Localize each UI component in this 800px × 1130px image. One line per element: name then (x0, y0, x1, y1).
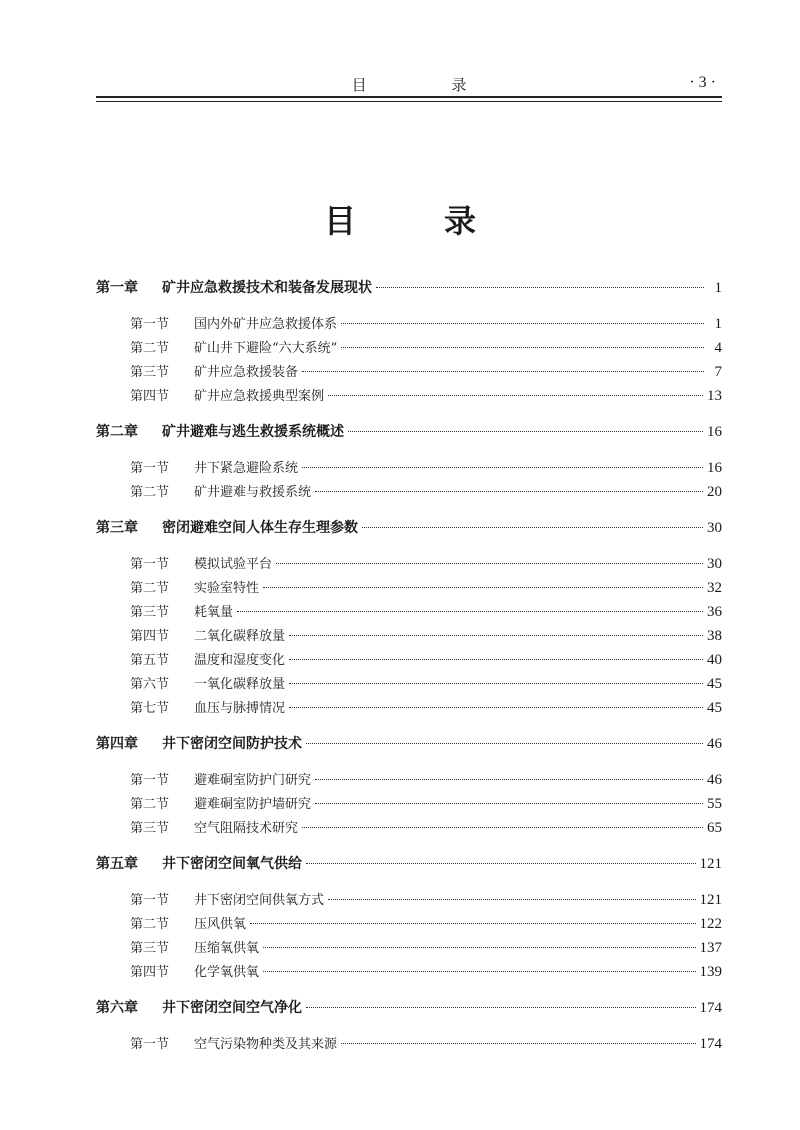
toc-section-entry (96, 552, 722, 576)
toc-section-entry-page: 139 (699, 964, 722, 980)
toc-chapter-entry-number: 第一章 (96, 280, 138, 296)
toc-section-entry-title: 空气阻隔技术研究 (194, 821, 299, 836)
toc-section-entry-number: 第一节 (130, 461, 170, 476)
dot-leader (341, 323, 704, 324)
toc-section-entry-number: 第七节 (130, 701, 170, 716)
dot-leader (315, 779, 703, 780)
toc-section-entry-page: 121 (699, 892, 722, 908)
toc-chapter-entry (96, 276, 722, 300)
dot-leader (289, 683, 703, 684)
toc-section-entry-number: 第四节 (130, 629, 170, 644)
dot-leader (362, 527, 703, 528)
dot-leader (348, 431, 703, 432)
toc-section-entry-page: 36 (707, 604, 722, 620)
toc-section-entry (96, 768, 722, 792)
toc-section-entry (96, 672, 722, 696)
toc-section-entry-number: 第四节 (130, 389, 170, 404)
toc-section-entry (96, 912, 722, 936)
toc-chapter-entry-number: 第六章 (96, 1000, 138, 1016)
toc-chapter-entry-page: 16 (707, 424, 722, 440)
toc-section-entry-title: 耗氧量 (194, 605, 234, 620)
toc-section-entry-page: 40 (707, 652, 722, 668)
toc-section-entry (96, 1032, 722, 1056)
toc-section-entry-title: 温度和湿度变化 (194, 653, 286, 668)
toc-section-entry-number: 第二节 (130, 797, 170, 812)
toc-section-entry-page: 122 (699, 916, 722, 932)
toc-chapter-entry-title: 井下密闭空间防护技术 (162, 736, 302, 752)
toc-section-entry (96, 360, 722, 384)
toc-section-entry-title: 避难硐室防护门研究 (194, 773, 312, 788)
toc-section-entry-number: 第四节 (130, 965, 170, 980)
dot-leader (341, 1043, 695, 1044)
dot-leader (306, 743, 703, 744)
toc-section-entry (96, 384, 722, 408)
toc-section-entry-number: 第二节 (130, 341, 170, 356)
toc-section-entry-number: 第二节 (130, 485, 170, 500)
toc-section-entry (96, 312, 722, 336)
toc-section-entry-number: 第三节 (130, 365, 170, 380)
toc-section-entry-page: 13 (707, 388, 722, 404)
header-rule-thick (96, 96, 722, 98)
toc-section-entry-title: 模拟试验平台 (194, 557, 273, 572)
dot-leader (341, 347, 704, 348)
toc-section-entry-number: 第一节 (130, 1037, 170, 1052)
toc-section-entry-page: 16 (707, 460, 722, 476)
toc-section-entry-number: 第一节 (130, 893, 170, 908)
toc-section-entry (96, 816, 722, 840)
toc-section-entry-page: 55 (707, 796, 722, 812)
dot-leader (328, 899, 695, 900)
toc-section-entry-title: 井下紧急避险系统 (194, 461, 299, 476)
toc-section-entry-page: 174 (699, 1036, 722, 1052)
toc-section-entry (96, 792, 722, 816)
toc-chapter-entry-number: 第三章 (96, 520, 138, 536)
toc-chapter-entry-number: 第二章 (96, 424, 138, 440)
toc-section-entry-page: 45 (707, 676, 722, 692)
toc-section-entry-title: 国内外矿井应急救援体系 (194, 317, 338, 332)
toc-chapter-entry-page: 46 (707, 736, 722, 752)
toc-chapter-entry-title: 矿井避难与逃生救援系统概述 (162, 424, 344, 440)
toc-section-entry (96, 696, 722, 720)
toc-chapter-entry-page: 1 (714, 280, 722, 296)
toc-section-entry (96, 336, 722, 360)
toc-section-entry (96, 648, 722, 672)
toc-section-entry-title: 一氧化碳释放量 (194, 677, 286, 692)
header-rule-thin (96, 101, 722, 102)
toc-chapter-entry-number: 第四章 (96, 736, 138, 752)
dot-leader (289, 707, 703, 708)
toc-section-entry-page: 46 (707, 772, 722, 788)
toc-chapter-entry-number: 第五章 (96, 856, 138, 872)
table-of-contents (96, 276, 722, 1056)
dot-leader (237, 611, 703, 612)
toc-section-entry-number: 第一节 (130, 773, 170, 788)
toc-section-entry-page: 38 (707, 628, 722, 644)
toc-section-entry-number: 第六节 (130, 677, 170, 692)
dot-leader (250, 923, 695, 924)
toc-section-entry-title: 二氧化碳释放量 (194, 629, 286, 644)
toc-section-entry-title: 避难硐室防护墙研究 (194, 797, 312, 812)
toc-section-entry (96, 600, 722, 624)
toc-chapter-entry-title: 矿井应急救援技术和装备发展现状 (162, 280, 372, 296)
dot-leader (263, 587, 703, 588)
toc-chapter-entry-title: 井下密闭空间空气净化 (162, 1000, 302, 1016)
toc-section-entry-page: 4 (714, 340, 722, 356)
dot-leader (263, 947, 695, 948)
toc-section-entry-number: 第二节 (130, 581, 170, 596)
toc-section-entry-page: 20 (707, 484, 722, 500)
toc-section-entry (96, 624, 722, 648)
toc-section-entry-page: 30 (707, 556, 722, 572)
running-header (96, 72, 722, 94)
dot-leader (263, 971, 695, 972)
dot-leader (276, 563, 703, 564)
toc-chapter-entry-title: 井下密闭空间氧气供给 (162, 856, 302, 872)
toc-section-entry-page: 45 (707, 700, 722, 716)
dot-leader (306, 863, 696, 864)
dot-leader (302, 827, 703, 828)
toc-section-entry-number: 第三节 (130, 941, 170, 956)
toc-section-entry-title: 化学氧供氧 (194, 965, 260, 980)
running-header-title: 目 录 (351, 76, 507, 94)
toc-chapter-entry (96, 852, 722, 876)
dot-leader (328, 395, 703, 396)
toc-section-entry-page: 32 (707, 580, 722, 596)
toc-section-entry-page: 7 (714, 364, 722, 380)
toc-chapter-entry (96, 516, 722, 540)
toc-section-entry (96, 456, 722, 480)
dot-leader (315, 803, 703, 804)
dot-leader (302, 467, 703, 468)
toc-section-entry (96, 960, 722, 984)
dot-leader (306, 1007, 696, 1008)
toc-section-entry-title: 矿井应急救援典型案例 (194, 389, 325, 404)
toc-section-entry-page: 1 (714, 316, 722, 332)
toc-section-entry-title: 血压与脉搏情况 (194, 701, 286, 716)
toc-chapter-entry (96, 996, 722, 1020)
toc-section-entry-title: 空气污染物种类及其来源 (194, 1037, 338, 1052)
toc-chapter-entry (96, 732, 722, 756)
toc-section-entry (96, 480, 722, 504)
dot-leader (289, 659, 703, 660)
toc-chapter-entry-page: 30 (707, 520, 722, 536)
toc-section-entry-title: 矿井避难与救援系统 (194, 485, 312, 500)
page-title: 目录 (323, 202, 564, 240)
toc-chapter-entry-title: 密闭避难空间人体生存生理参数 (162, 520, 358, 536)
toc-section-entry-title: 压缩氧供氧 (194, 941, 260, 956)
toc-section-entry-title: 实验室特性 (194, 581, 260, 596)
toc-section-entry (96, 576, 722, 600)
toc-section-entry (96, 936, 722, 960)
toc-section-entry (96, 888, 722, 912)
toc-section-entry-number: 第二节 (130, 917, 170, 932)
dot-leader (302, 371, 704, 372)
toc-chapter-entry-page: 174 (699, 1000, 722, 1016)
dot-leader (289, 635, 703, 636)
toc-section-entry-page: 137 (699, 940, 722, 956)
toc-section-entry-title: 井下密闭空间供氧方式 (194, 893, 325, 908)
toc-section-entry-number: 第三节 (130, 605, 170, 620)
toc-section-entry-number: 第五节 (130, 653, 170, 668)
running-header-page-number: · 3 · (689, 74, 716, 91)
toc-chapter-entry (96, 420, 722, 444)
dot-leader (376, 287, 704, 288)
toc-section-entry-number: 第三节 (130, 821, 170, 836)
dot-leader (315, 491, 703, 492)
toc-section-entry-number: 第一节 (130, 317, 170, 332)
toc-section-entry-title: 矿井应急救援装备 (194, 365, 299, 380)
toc-section-entry-title: 压风供氧 (194, 917, 247, 932)
toc-chapter-entry-page: 121 (699, 856, 722, 872)
toc-section-entry-page: 65 (707, 820, 722, 836)
toc-section-entry-number: 第一节 (130, 557, 170, 572)
toc-section-entry-title: 矿山井下避险“六大系统” (194, 341, 338, 356)
